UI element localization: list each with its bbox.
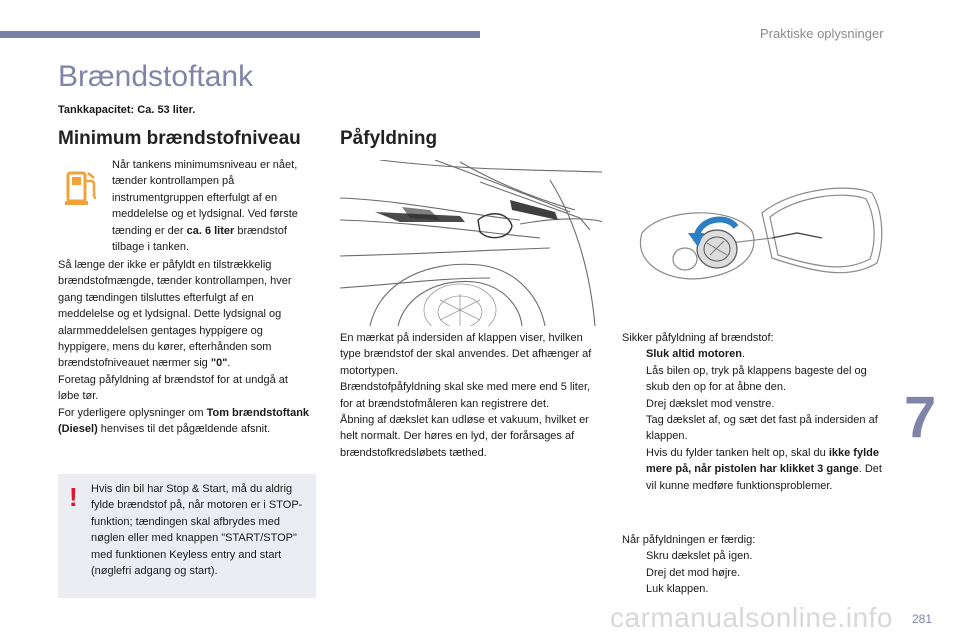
step-5: Hvis du fylder tanken helt op, skal du ikke fylde mere på, når pistolen har klikket 3 gange. Det vil kunne medføre funktionsproblemer. bbox=[646, 446, 882, 492]
section-label: Praktiske oplysninger bbox=[760, 26, 884, 41]
warning-text: Hvis din bil har Stop & Start, må du aldrig fylde brændstof på, når motoren er i STOP-funktion; tændingen skal afbrydes med nøglen eller med knappen "START/STOP" med funktionen Keyless entry and start (nøglefri adgang og start). bbox=[91, 483, 303, 578]
vacuum-paragraph: Åbning af dækslet kan udløse et vakuum, hvilket er helt normalt. Der høres en lyd, der forårsages af brændstofkredsløbets tæthed. bbox=[340, 414, 589, 459]
alarm-paragraph: Så længe der ikke er påfyldt en tilstrækkelig brændstofmængde, tænder kontrollampen, hver gang tændingen tilsluttes efterfulgt af en meddelelse og et lydsignal. Dette lydsignal og alarmmeddelelsen gentages hyppigere og hyppigere, mens du kører, efterhånden som brændstofniveauet nærmer sig "0". bbox=[58, 259, 292, 370]
label-paragraph: En mærkat på indersiden af klappen viser, hvilken type brændstof der skal anvendes. Det afhænger af motortypen. bbox=[340, 332, 592, 377]
done-step-3: Luk klappen. bbox=[646, 583, 709, 596]
step-4: Tag dækslet af, og sæt det fast på indersiden af klappen. bbox=[646, 414, 878, 443]
warning-box bbox=[58, 474, 316, 598]
chapter-number: 7 bbox=[904, 385, 937, 450]
step-1: Sluk altid motoren. bbox=[646, 348, 746, 361]
step-3: Drej dækslet mod venstre. bbox=[646, 397, 775, 410]
tank-capacity: Tankkapacitet: Ca. 53 liter. bbox=[58, 104, 196, 116]
safe-refueling-steps bbox=[622, 330, 884, 494]
page-title: Brændstoftank bbox=[58, 60, 254, 93]
after-refueling-intro: Når påfyldningen er færdig: bbox=[622, 534, 756, 546]
done-step-1: Skru dækslet på igen. bbox=[646, 550, 753, 563]
step-2: Lås bilen op, tryk på klappens bageste del og skub den op for at åbne den. bbox=[646, 364, 867, 394]
left-body bbox=[58, 257, 310, 437]
heading-refueling: Påfyldning bbox=[340, 128, 438, 149]
fuel-cap-illustration bbox=[622, 183, 884, 295]
safe-refueling-intro: Sikker påfyldning af brændstof: bbox=[622, 332, 774, 344]
done-step-2: Drej det mod højre. bbox=[646, 566, 741, 579]
heading-minimum-level: Minimum brændstofniveau bbox=[58, 128, 301, 149]
refuel-paragraph: Foretag påfyldning af brændstof for at undgå at løbe tør. bbox=[58, 373, 288, 403]
quantity-paragraph: Brændstofpåfyldning skal ske med mere end 5 liter, for at brændstofmåleren kan registrere det. bbox=[340, 381, 591, 410]
low-fuel-description: Når tankens minimumsniveau er nået, tænder kontrollampen på instrumentgruppen efterfulgt af en meddelelse og et lydsignal. Ved første tænding er der ca. 6 liter brændstof tilbage i tanken. bbox=[112, 159, 298, 254]
watermark: carmanualsonline.info bbox=[610, 602, 893, 633]
fuel-pump-icon bbox=[64, 167, 100, 207]
car-rear-illustration bbox=[340, 160, 602, 326]
page-number: 281 bbox=[912, 612, 933, 626]
after-refueling-steps bbox=[622, 532, 884, 598]
header-bar bbox=[0, 31, 480, 38]
warning-icon: ! bbox=[69, 482, 78, 512]
more-info-paragraph: For yderligere oplysninger om Tom brændstoftank (Diesel) henvises til det pågældende afsnit. bbox=[58, 406, 310, 436]
refueling-description bbox=[340, 330, 602, 461]
